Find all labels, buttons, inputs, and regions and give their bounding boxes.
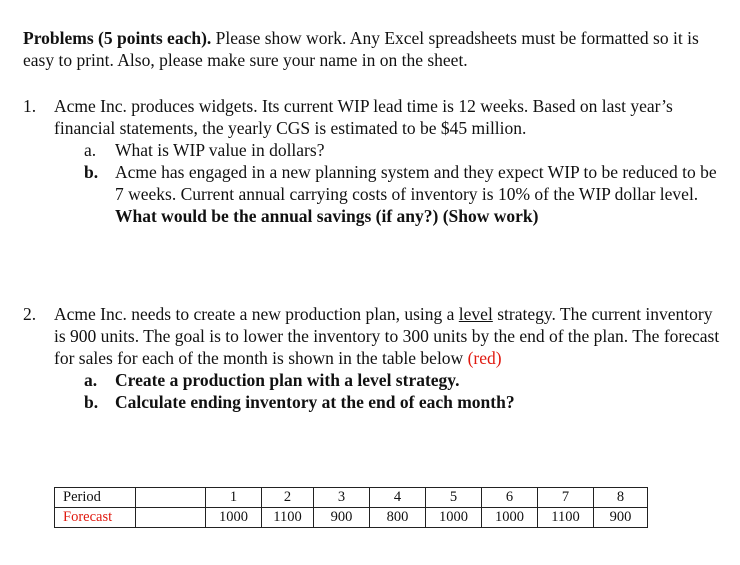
forecast-cell: 1000	[426, 508, 482, 528]
forecast-cell: 800	[370, 508, 426, 528]
period-cell: 2	[262, 488, 314, 508]
problem-2-red-note: (red)	[467, 348, 502, 368]
problem-2a	[23, 369, 728, 391]
period-cell: 7	[538, 488, 594, 508]
period-label: Period	[55, 488, 136, 508]
problem-1b	[23, 161, 728, 227]
problem-1a	[23, 139, 728, 161]
forecast-cell: 1100	[538, 508, 594, 528]
problem-1b-bold-text: What would be the annual savings (if any?) (Show work)	[115, 206, 539, 226]
forecast-cell: 900	[314, 508, 370, 528]
problem-1b-body	[115, 161, 728, 227]
problem-2-text-after: strategy. The current inventory is 900 units. The goal is to lower the inventory to 300 units by the end of the plan. The forecast for sales for each of the month is shown in the table below	[54, 304, 720, 368]
problem-2b-text: Calculate ending inventory at the end of each month?	[115, 392, 515, 412]
problem-1	[23, 95, 728, 227]
instructions-paragraph	[23, 27, 723, 71]
period-cell: 5	[426, 488, 482, 508]
problem-2-number: 2.	[23, 304, 37, 324]
problem-1b-text: Acme has engaged in a new planning system and they expect WIP to be reduced to be 7 weeks. Current annual carrying costs of inventory is 10% of the WIP dollar level.	[115, 162, 717, 204]
problem-2-text-before: Acme Inc. needs to create a new production plan, using a	[54, 304, 459, 324]
period-cell: 3	[314, 488, 370, 508]
problem-2a-text: Create a production plan with a level strategy.	[115, 370, 460, 390]
problem-1a-text: What is WIP value in dollars?	[115, 140, 325, 160]
forecast-table	[54, 487, 648, 528]
problem-1b-letter: b.	[84, 162, 99, 182]
instructions-heading: Problems (5 points each).	[23, 28, 212, 48]
problem-2a-letter: a.	[84, 370, 98, 390]
problem-2-text	[54, 303, 728, 369]
period-cell: 1	[206, 488, 262, 508]
table-cell	[136, 488, 206, 508]
period-cell: 8	[594, 488, 648, 508]
forecast-cell: 1000	[482, 508, 538, 528]
problem-2	[23, 303, 728, 413]
problem-1a-letter: a.	[84, 140, 97, 160]
problem-2-underlined-word: level	[458, 304, 493, 324]
table-cell	[136, 508, 206, 528]
period-cell: 4	[370, 488, 426, 508]
problem-1-text: Acme Inc. produces widgets. Its current WIP lead time is 12 weeks. Based on last year’s financial statements, the yearly CGS is estimated to be $45 million.	[54, 96, 673, 138]
period-row	[55, 488, 648, 508]
problem-2b-letter: b.	[84, 392, 99, 412]
period-cell: 6	[482, 488, 538, 508]
forecast-label: Forecast	[55, 508, 136, 528]
forecast-cell: 1100	[262, 508, 314, 528]
forecast-cell: 1000	[206, 508, 262, 528]
problem-2b	[23, 391, 728, 413]
forecast-row	[55, 508, 648, 528]
problem-1-number: 1.	[23, 96, 37, 116]
forecast-cell: 900	[594, 508, 648, 528]
instructions-text: Please show work. Any Excel spreadsheets must be formatted so it is easy to print. Also, please make sure your name in on the sheet.	[23, 28, 699, 70]
